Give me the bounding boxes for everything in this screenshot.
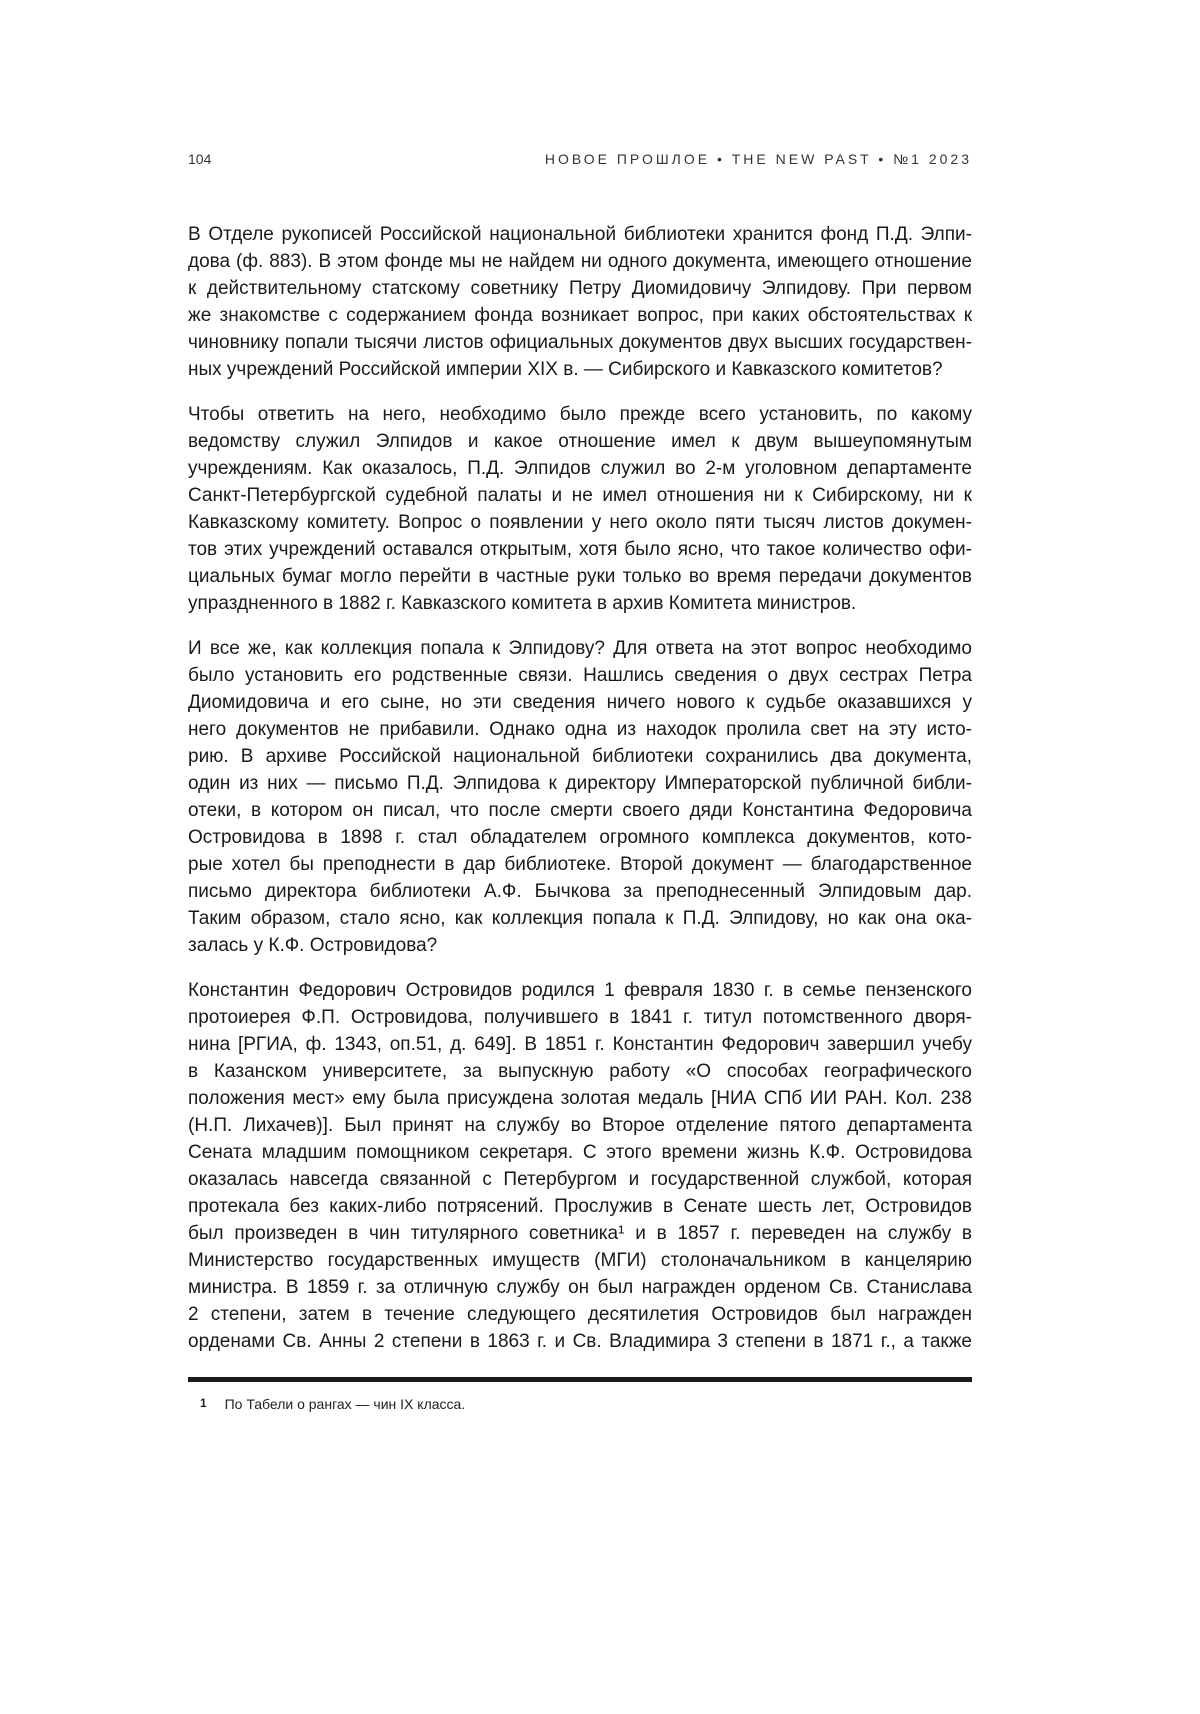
text-line: него документов не прибавили. Однако одна из находок пролила свет на эту исто- <box>188 716 972 743</box>
footnote-divider <box>188 1377 972 1382</box>
text-line: Таким образом, стало ясно, как коллекция попала к П.Д. Элпидову, но как она ока- <box>188 905 972 932</box>
text-line: Сената младшим помощником секретаря. С этого времени жизнь К.Ф. Островидова <box>188 1139 972 1166</box>
text-line: Санкт-Петербургской судебной палаты и не имел отношения ни к Сибирскому, ни к <box>188 482 972 509</box>
text-line: тов этих учреждений оставался открытым, хотя было ясно, что такое количество офи- <box>188 536 972 563</box>
text-line: же знакомстве с содержанием фонда возникает вопрос, при каких обстоятельствах к <box>188 302 972 329</box>
text-line: учреждениям. Как оказалось, П.Д. Элпидов служил во 2-м уголовном департаменте <box>188 455 972 482</box>
text-line: Чтобы ответить на него, необходимо было прежде всего установить, по какому <box>188 401 972 428</box>
text-line: 2 степени, затем в течение следующего десятилетия Островидов был награжден <box>188 1301 972 1328</box>
paragraph <box>188 977 972 1355</box>
article-body <box>188 221 972 1373</box>
text-line: дова (ф. 883). В этом фонде мы не найдем ни одного документа, имеющего отношение <box>188 248 972 275</box>
text-line: залась у К.Ф. Островидова? <box>188 932 972 959</box>
text-line: рию. В архиве Российской национальной библиотеки сохранились два документа, <box>188 743 972 770</box>
text-line: рые хотел бы преподнести в дар библиотеке. Второй документ — благодарственное <box>188 851 972 878</box>
footnote-number: 1 <box>200 1396 207 1410</box>
text-line: орденами Св. Анны 2 степени в 1863 г. и Св. Владимира 3 степени в 1871 г., а также <box>188 1328 972 1355</box>
footnote <box>200 1396 465 1412</box>
text-line: (Н.П. Лихачев)]. Был принят на службу во Второе отделение пятого департамента <box>188 1112 972 1139</box>
text-line: отеки, в котором он писал, что после смерти своего дяди Константина Федоровича <box>188 797 972 824</box>
text-line: чиновнику попали тысячи листов официальных документов двух высших государствен- <box>188 329 972 356</box>
text-line: к действительному статскому советнику Петру Диомидовичу Элпидову. При первом <box>188 275 972 302</box>
text-line: был произведен в чин титулярного советника¹ и в 1857 г. переведен на службу в <box>188 1220 972 1247</box>
text-line: министра. В 1859 г. за отличную службу он был награжден орденом Св. Станислава <box>188 1274 972 1301</box>
text-line: И все же, как коллекция попала к Элпидову? Для ответа на этот вопрос необходимо <box>188 635 972 662</box>
text-line: ведомству служил Элпидов и какое отношение имел к двум вышеупомянутым <box>188 428 972 455</box>
text-line: протоиерея Ф.П. Островидова, получившего в 1841 г. титул потомственного дворя- <box>188 1004 972 1031</box>
text-line: было установить его родственные связи. Нашлись сведения о двух сестрах Петра <box>188 662 972 689</box>
running-header <box>188 151 972 171</box>
paragraph <box>188 221 972 383</box>
text-line: письмо директора библиотеки А.Ф. Бычкова за преподнесенный Элпидовым дар. <box>188 878 972 905</box>
text-line: нина [РГИА, ф. 1343, оп.51, д. 649]. В 1851 г. Константин Федорович завершил учебу <box>188 1031 972 1058</box>
text-line: Министерство государственных имуществ (МГИ) столоначальником в канцелярию <box>188 1247 972 1274</box>
text-line: в Казанском университете, за выпускную работу «О способах географического <box>188 1058 972 1085</box>
text-line: протекала без каких-либо потрясений. Прослужив в Сенате шесть лет, Островидов <box>188 1193 972 1220</box>
text-line: Кавказскому комитету. Вопрос о появлении у него около пяти тысяч листов докумен- <box>188 509 972 536</box>
text-line: Диомидовича и его сыне, но эти сведения ничего нового к судьбе оказавшихся у <box>188 689 972 716</box>
text-line: положения мест» ему была присуждена золотая медаль [НИА СПб ИИ РАН. Кол. 238 <box>188 1085 972 1112</box>
journal-title: НОВОЕ ПРОШЛОЕ • THE NEW PAST • №1 2023 <box>545 151 972 167</box>
text-line: оказалась навсегда связанной с Петербургом и государственной службой, которая <box>188 1166 972 1193</box>
paragraph <box>188 635 972 959</box>
text-line: один из них — письмо П.Д. Элпидова к директору Императорской публичной библи- <box>188 770 972 797</box>
text-line: В Отделе рукописей Российской национальной библиотеки хранится фонд П.Д. Элпи- <box>188 221 972 248</box>
footnote-text: По Табели о рангах — чин IX класса. <box>225 1396 466 1412</box>
text-line: Островидова в 1898 г. стал обладателем огромного комплекса документов, кото- <box>188 824 972 851</box>
text-line: циальных бумаг могло перейти в частные руки только во время передачи документов <box>188 563 972 590</box>
paragraph <box>188 401 972 617</box>
text-line: ных учреждений Российской империи XIX в. — Сибирского и Кавказского комитетов? <box>188 356 972 383</box>
page-number: 104 <box>188 151 211 167</box>
text-line: Константин Федорович Островидов родился 1 февраля 1830 г. в семье пензенского <box>188 977 972 1004</box>
text-line: упраздненного в 1882 г. Кавказского комитета в архив Комитета министров. <box>188 590 972 617</box>
